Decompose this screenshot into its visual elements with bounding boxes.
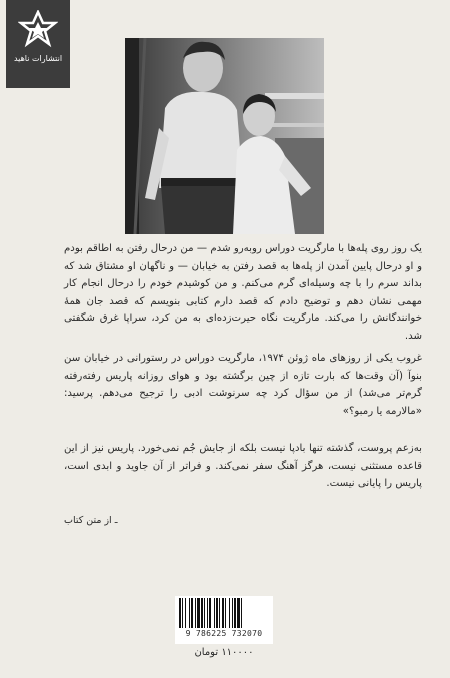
publisher-name: انتشارات ناهید bbox=[13, 54, 63, 63]
isbn-number: 9 786225 732070 bbox=[185, 629, 263, 638]
star-emblem-icon bbox=[18, 10, 58, 50]
paragraph-3: به‌زعم پروست، گذشته تنها بادپا نیست بلکه از جایش جُم نمی‌خورد. پاریس نیز از این قاعده مستثنی نیست، هرگز آهنگ سفر نمی‌کند. و فراتر از آن جاوید و ابدی است، پاریس را پایانی نیست. bbox=[64, 443, 422, 490]
price: ۱۱۰۰۰۰ تومان bbox=[194, 647, 254, 658]
source-note: ـ از متن کتاب bbox=[64, 515, 118, 526]
cover-photo bbox=[125, 38, 324, 234]
publisher-logo bbox=[6, 0, 70, 88]
paragraph-2: غروب یکی از روزهای ماه ژوئن ۱۹۷۴، مارگریت دوراس در رستورانی در خیابان سن بنوآ (آن وقت‌ها که بارت تازه از چین برگشته بود و هوای روزانه پاریس رفته‌رفته گرم‌تر می‌شد) از من سؤال کرد چه سرنوشت ادبی را ترجیح می‌دهم. پرسید: «مالارمه یا رمبو؟» bbox=[64, 353, 422, 417]
isbn-barcode bbox=[175, 596, 273, 644]
paragraph-1: یک روز روی پله‌ها با مارگریت دوراس روبه‌رو شدم — من درحال رفتن به اطاقم بودم و او درحال پایین آمدن از پله‌ها به قصد رفتن به خیابان — و ناگهان او مشتاق شد که بداند سرم را با چه وسیله‌ای گرم می‌کنم. و من کوشیدم خودم را درحال انجام کار مهمی نشان دهم و توضیح دادم که قصد دارم کتابی بنویسم که قصد جان همهٔ خوانندگانش را می‌کند. مارگریت نگاه حیرت‌زده‌ای به من کرد، سراپا غرق شگفتی شد. bbox=[64, 243, 422, 342]
barcode-bars bbox=[178, 598, 270, 628]
